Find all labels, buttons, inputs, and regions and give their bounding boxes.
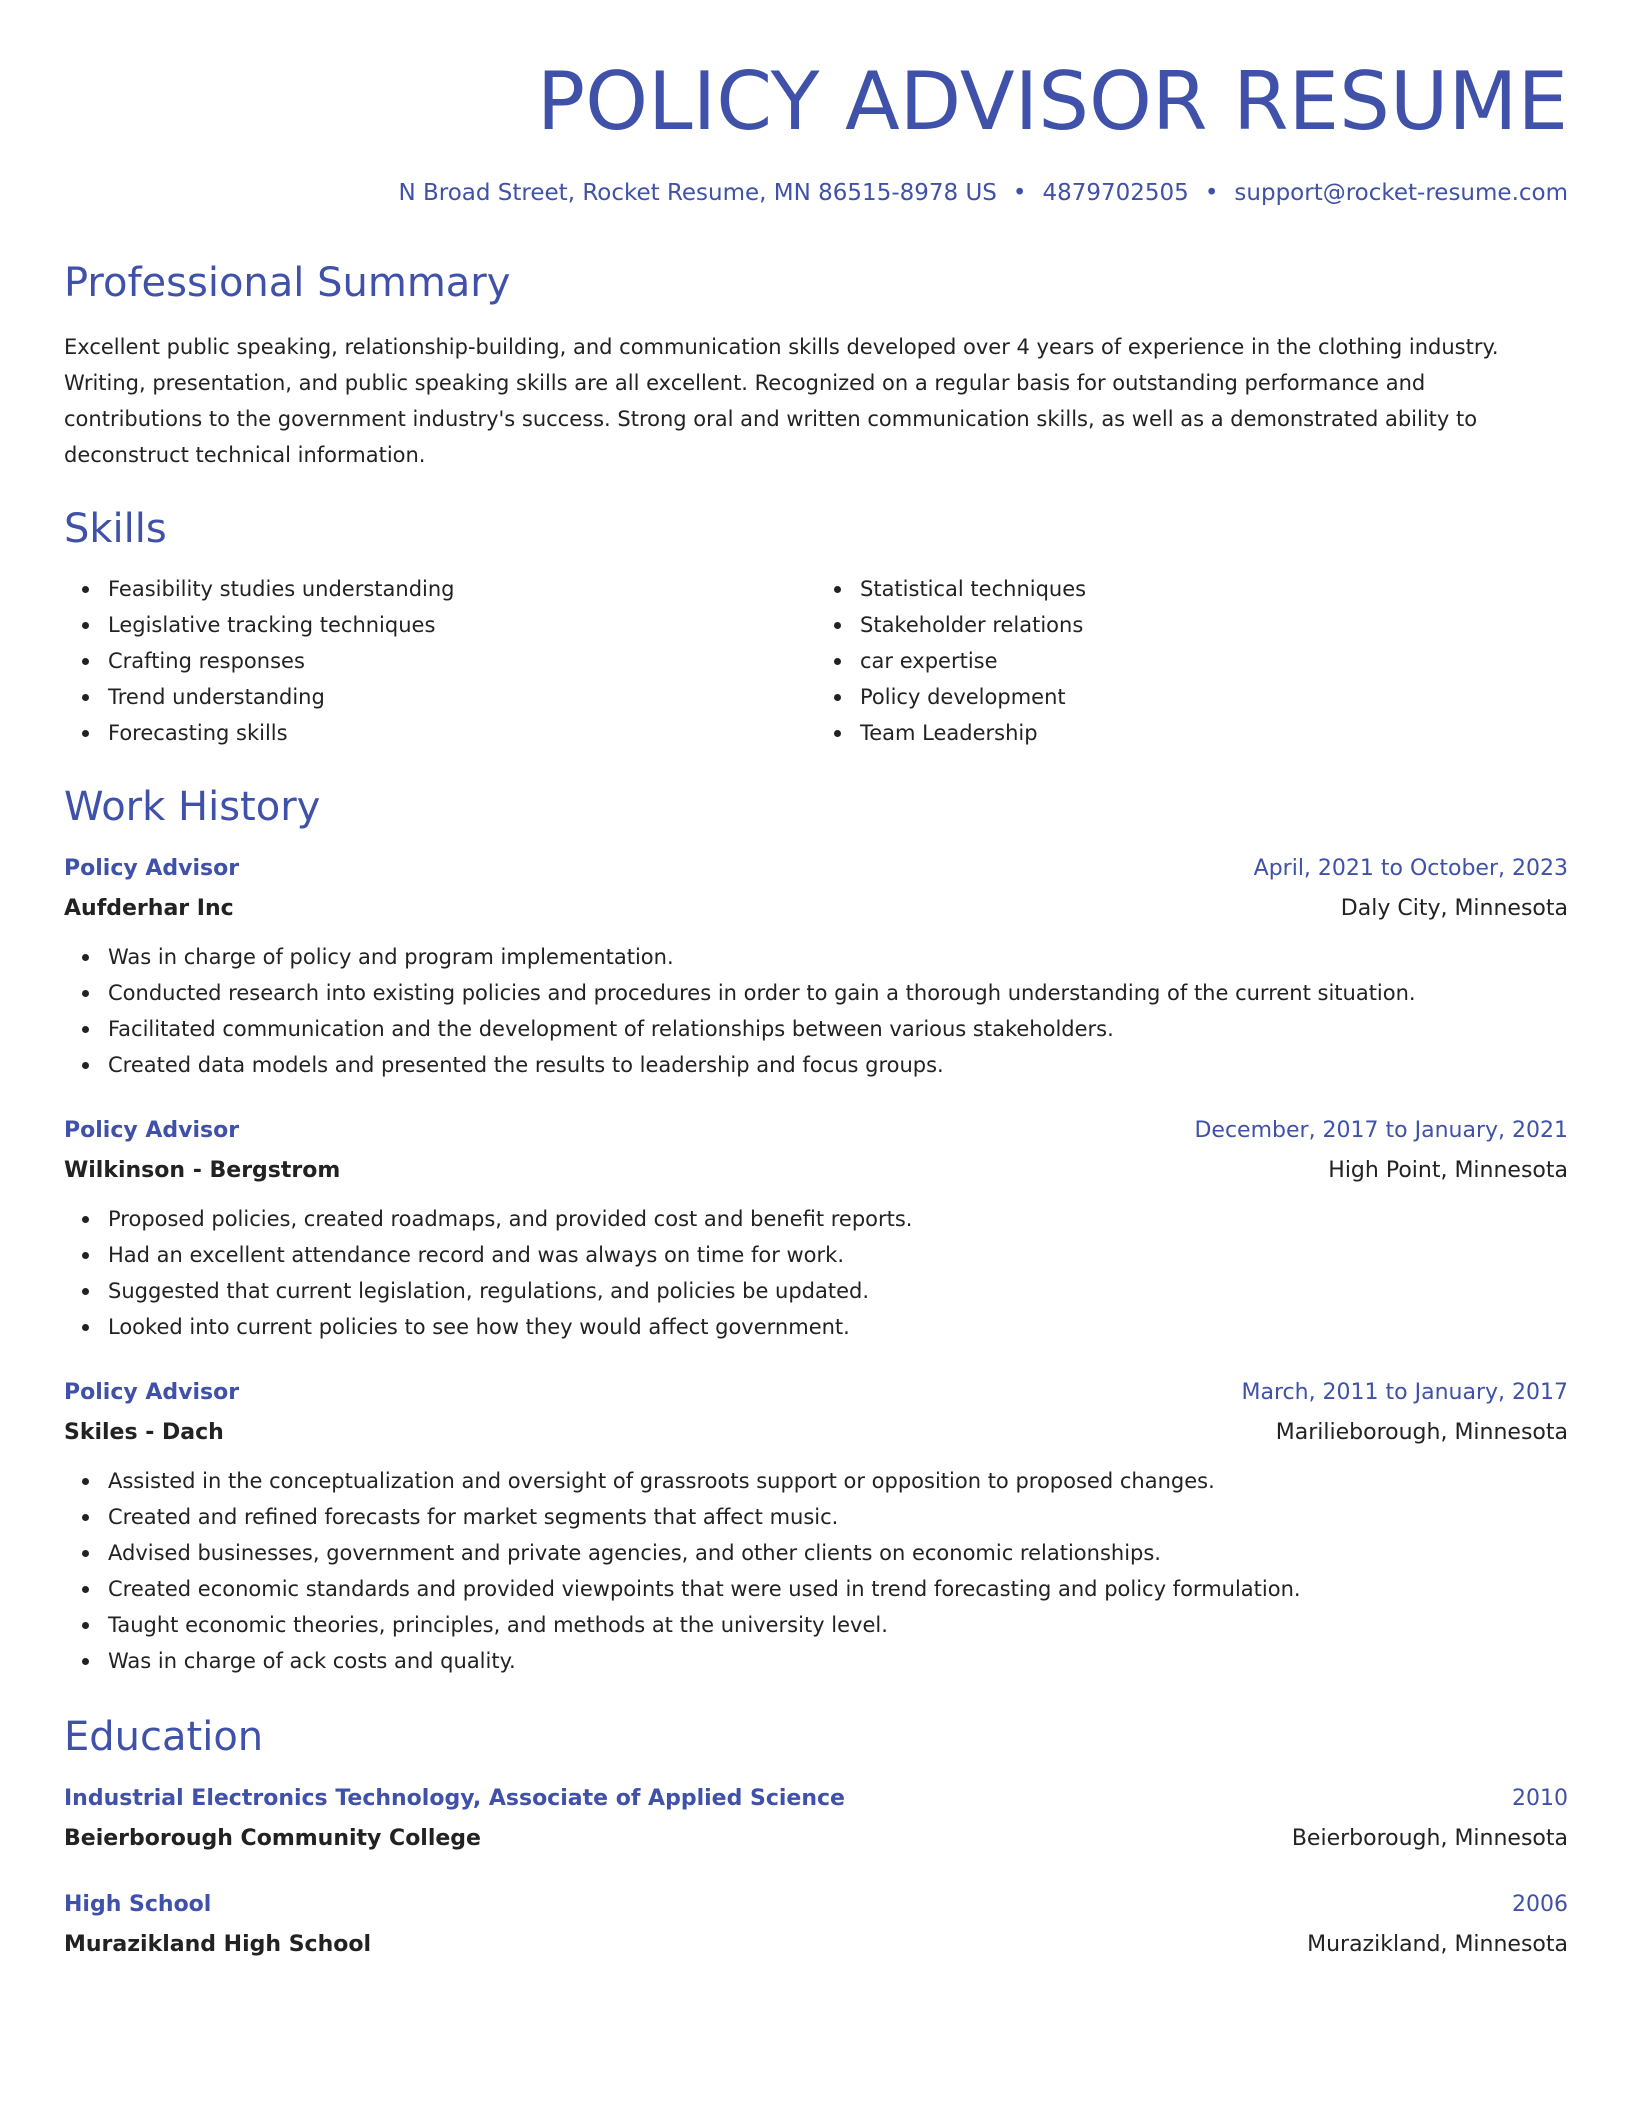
job-bullet: Created and refined forecasts for market segments that affect music. (108, 1499, 1568, 1535)
degree-title: High School (64, 1892, 212, 1917)
job-bullet: Was in charge of policy and program implementation. (108, 939, 1568, 975)
school-name: Murazikland High School (64, 1932, 372, 1957)
job-title: Policy Advisor (64, 856, 240, 881)
job-location: High Point, Minnesota (1328, 1158, 1568, 1183)
skill-item: Feasibility studies understanding (108, 571, 816, 607)
job-location: Marilieborough, Minnesota (1275, 1420, 1568, 1445)
school-name: Beierborough Community College (64, 1826, 481, 1851)
education-entry (64, 1885, 1568, 1965)
education-heading: Education (64, 1714, 264, 1760)
skills-left-column (64, 571, 816, 751)
contact-line (64, 182, 1568, 205)
job-bullet: Suggested that current legislation, regulations, and policies be updated. (108, 1273, 1568, 1309)
job-bullet: Proposed policies, created roadmaps, and provided cost and benefit reports. (108, 1201, 1568, 1237)
work-history-heading: Work History (64, 784, 321, 830)
job-bullet: Created economic standards and provided viewpoints that were used in trend forecasting and policy formulation. (108, 1571, 1568, 1607)
job-bullet: Conducted research into existing policies and procedures in order to gain a thorough understanding of the current situation. (108, 975, 1568, 1011)
contact-email: support@rocket-resume.com (1234, 180, 1568, 206)
skill-item: Trend understanding (108, 679, 816, 715)
skills-right-column (816, 571, 1568, 751)
summary-heading: Professional Summary (64, 260, 511, 306)
skill-item: Team Leadership (860, 715, 1568, 751)
job-bullet: Advised businesses, government and private agencies, and other clients on economic relationships. (108, 1535, 1568, 1571)
skill-item: Forecasting skills (108, 715, 816, 751)
skill-item: Statistical techniques (860, 571, 1568, 607)
education-entry (64, 1779, 1568, 1859)
contact-phone: 4879702505 (1042, 180, 1189, 206)
skills-grid (64, 571, 1568, 751)
job-bullet: Was in charge of ack costs and quality. (108, 1643, 1568, 1679)
work-entry (64, 1111, 1568, 1345)
skill-item: Legislative tracking techniques (108, 607, 816, 643)
skill-item: Crafting responses (108, 643, 816, 679)
job-dates: March, 2011 to January, 2017 (1241, 1380, 1568, 1405)
school-location: Murazikland, Minnesota (1307, 1932, 1568, 1957)
job-bullet: Facilitated communication and the development of relationships between various stakeholders. (108, 1011, 1568, 1047)
company-name: Skiles - Dach (64, 1420, 224, 1445)
job-bullet: Assisted in the conceptualization and oversight of grassroots support or opposition to proposed changes. (108, 1463, 1568, 1499)
contact-separator: • (1012, 180, 1027, 206)
school-location: Beierborough, Minnesota (1291, 1826, 1568, 1851)
company-name: Aufderhar Inc (64, 896, 234, 921)
graduation-year: 2006 (1512, 1892, 1568, 1917)
job-bullets (64, 939, 1568, 1083)
graduation-year: 2010 (1512, 1786, 1568, 1811)
job-title: Policy Advisor (64, 1118, 240, 1143)
job-bullet: Had an excellent attendance record and was always on time for work. (108, 1237, 1568, 1273)
skills-heading: Skills (64, 506, 167, 552)
company-name: Wilkinson - Bergstrom (64, 1158, 341, 1183)
job-bullet: Looked into current policies to see how they would affect government. (108, 1309, 1568, 1345)
skill-item: Policy development (860, 679, 1568, 715)
work-entry (64, 1373, 1568, 1679)
skill-item: Stakeholder relations (860, 607, 1568, 643)
job-dates: December, 2017 to January, 2021 (1194, 1118, 1568, 1143)
resume-title: POLICY ADVISOR RESUME (536, 55, 1568, 148)
job-location: Daly City, Minnesota (1340, 896, 1568, 921)
job-bullet: Created data models and presented the results to leadership and focus groups. (108, 1047, 1568, 1083)
job-bullets (64, 1463, 1568, 1679)
contact-address: N Broad Street, Rocket Resume, MN 86515-8978 US (398, 180, 997, 206)
job-title: Policy Advisor (64, 1380, 240, 1405)
contact-separator: • (1204, 180, 1219, 206)
job-bullet: Taught economic theories, principles, and methods at the university level. (108, 1607, 1568, 1643)
skill-item: car expertise (860, 643, 1568, 679)
work-entry (64, 849, 1568, 1083)
summary-text: Excellent public speaking, relationship-building, and communication skills developed over 4 years of experience in the clothing industry. Writing, presentation, and public speaking skills are all excellent. Recognized on a regular basis for outstanding performance and contributions to the government industry's success. Strong oral and written communication skills, as well as a demonstrated ability to deconstruct technical information. (64, 335, 1499, 467)
degree-title: Industrial Electronics Technology, Associate of Applied Science (64, 1786, 845, 1811)
job-dates: April, 2021 to October, 2023 (1253, 856, 1568, 881)
job-bullets (64, 1201, 1568, 1345)
